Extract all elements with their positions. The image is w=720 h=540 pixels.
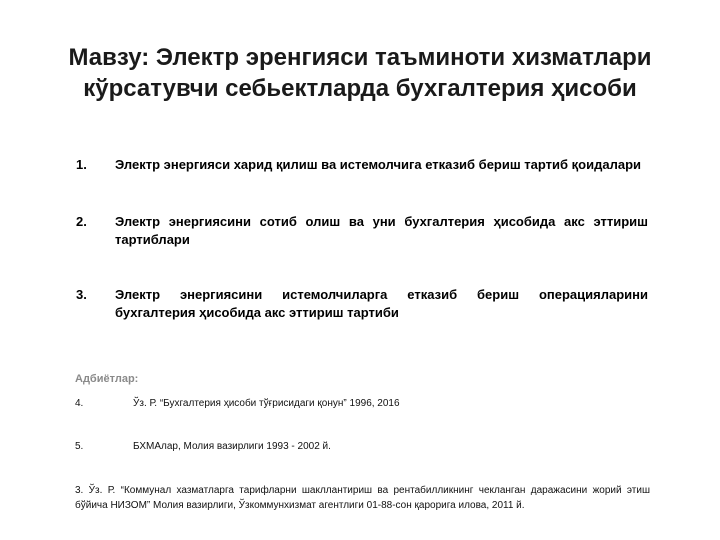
title-line-1: Мавзу: Электр эренгияси таъминоти хизматлари	[68, 44, 652, 71]
agenda-item-number: 1.	[76, 157, 87, 172]
agenda-item-number: 3.	[76, 287, 87, 302]
reference-item	[75, 483, 650, 513]
agenda-item	[76, 156, 648, 174]
reference-item	[75, 396, 650, 411]
reference-number: 5.	[75, 441, 84, 452]
slide-title	[40, 42, 680, 104]
agenda-item-text: Электр энергиясини истемолчиларга етказиб бериш операцияларини бухгалтерия ҳисобида акс эттириш тартиби	[115, 287, 648, 320]
title-line-2: кўрсатувчи себьектларда бухгалтерия ҳисоби	[83, 75, 637, 102]
reference-text: 3. Ўз. Р. “Коммунал хазматларга тарифларни шакллантириш ва рентабилликнинг чекланган даражасини жорий этиш бўйича НИЗОМ” Молия вазирлиги, Ўзкоммунхизмат агентлиги 01-88-сон қарорига илова, 2011 й.	[75, 485, 650, 511]
reference-number: 4.	[75, 398, 84, 409]
agenda-list	[76, 156, 648, 322]
reference-text: Ўз. Р. “Бухгалтерия ҳисоби тўғрисидаги қонун” 1996, 2016	[133, 398, 400, 409]
agenda-item	[76, 286, 648, 322]
agenda-item	[76, 213, 648, 249]
agenda-item-text: Электр энергиясини сотиб олиш ва уни бухгалтерия ҳисобида акс эттириш тартиблари	[115, 214, 648, 247]
agenda-item-number: 2.	[76, 214, 87, 229]
references-heading: Адбиётлар:	[75, 373, 139, 385]
reference-item	[75, 439, 650, 454]
agenda-item-text: Электр энергияси харид қилиш ва истемолчига етказиб бериш тартиб қоидалари	[115, 157, 642, 172]
reference-text: БХМАлар, Молия вазирлиги 1993 - 2002 й.	[133, 441, 331, 452]
